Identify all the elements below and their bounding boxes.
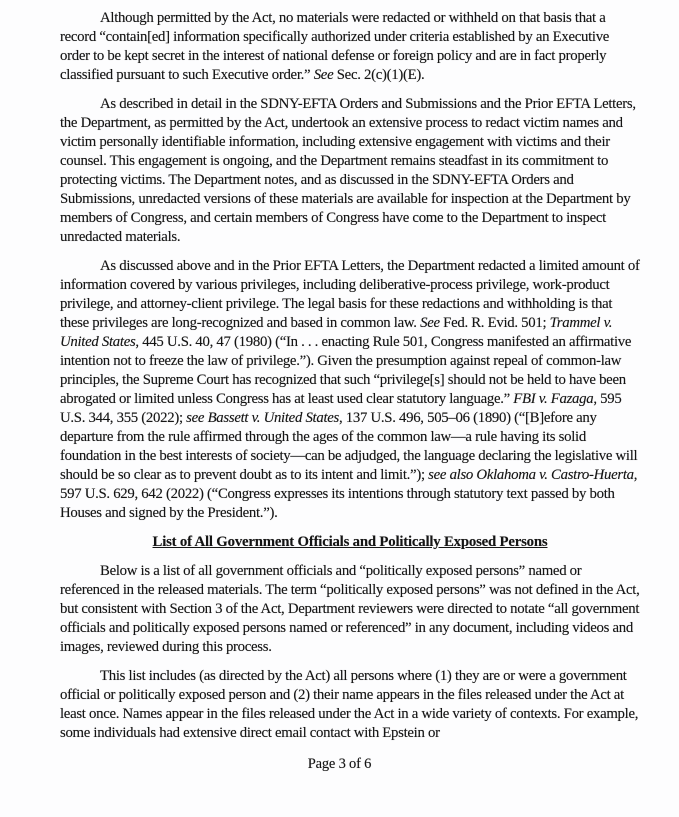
body-paragraph: As described in detail in the SDNY-EFTA Orders and Submissions and the Prior EFTA Letters, the Department, as permitted by the Act, undertook an extensive process to redact victim names and victim personally identifiable information, including extensive engagement with victims and their counsel. This engagement is ongoing, and the Department remains steadfast in its commitment to protecting victims. The Department notes, and as discussed in the SDNY-EFTA Orders and Submissions, unredacted versions of these materials are available for inspection at the Department by members of Congress, and certain members of Congress have come to the Department to inspect unredacted materials. (60, 96, 636, 245)
page-content (60, 9, 640, 753)
body-paragraph: As discussed above and in the Prior EFTA Letters, the Department redacted a limited amount of information covered by various privileges, including deliberative-process privilege, work-product privilege, and attorney-client privilege. The legal basis for these redactions and withholding is that these privileges are long-recognized and based in common law. See Fed. R. Evid. 501; Trammel v. United States, 445 U.S. 40, 47 (1980) (“In . . . enacting Rule 501, Congress manifested an affirmative intention not to freeze the law of privilege.”). Given the presumption against repeal of common-law principles, the Supreme Court has recognized that such “privilege[s] should not be held to have been abrogated or limited unless Congress has at least used clear statutory language.” FBI v. Fazaga, 595 U.S. 344, 355 (2022); see Bassett v. United States, 137 U.S. 496, 505–06 (1890) (“[B]efore any departure from the rule affirmed through the ages of the common law—a rule having its solid foundation in the best interests of society—can be adjudged, the language declaring the legislative will should be so clear as to prevent doubt as to its intent and limit.”); see also Oklahoma v. Castro-Huerta, 597 U.S. 629, 642 (2022) (“Congress expresses its intentions through statutory text passed by both Houses and signed by the President.”). (60, 258, 640, 521)
body-paragraph: This list includes (as directed by the Act) all persons where (1) they are or were a government official or politically exposed person and (2) their name appears in the files released under the Act at least once. Names appear in the files released under the Act in a wide variety of contexts. For example, some individuals had extensive direct email contact with Epstein or (60, 668, 639, 741)
body-paragraph: Although permitted by the Act, no materials were redacted or withheld on that basis that a record “contain[ed] information specifically authorized under criteria established by an Executive order to be kept secret in the interest of national defense or foreign policy and are in fact properly classified pursuant to such Executive order.” See Sec. 2(c)(1)(E). (60, 10, 610, 83)
page-number: Page 3 of 6 (307, 756, 372, 772)
section-heading: List of All Government Officials and Politically Exposed Persons (152, 534, 548, 550)
body-paragraph: Below is a list of all government officials and “politically exposed persons” named or referenced in the released materials. The term “politically exposed persons” was not defined in the Act, but consistent with Section 3 of the Act, Department reviewers were directed to notate “all government officials and politically exposed persons named or referenced” in any document, including videos and images, reviewed during this process. (60, 563, 640, 655)
